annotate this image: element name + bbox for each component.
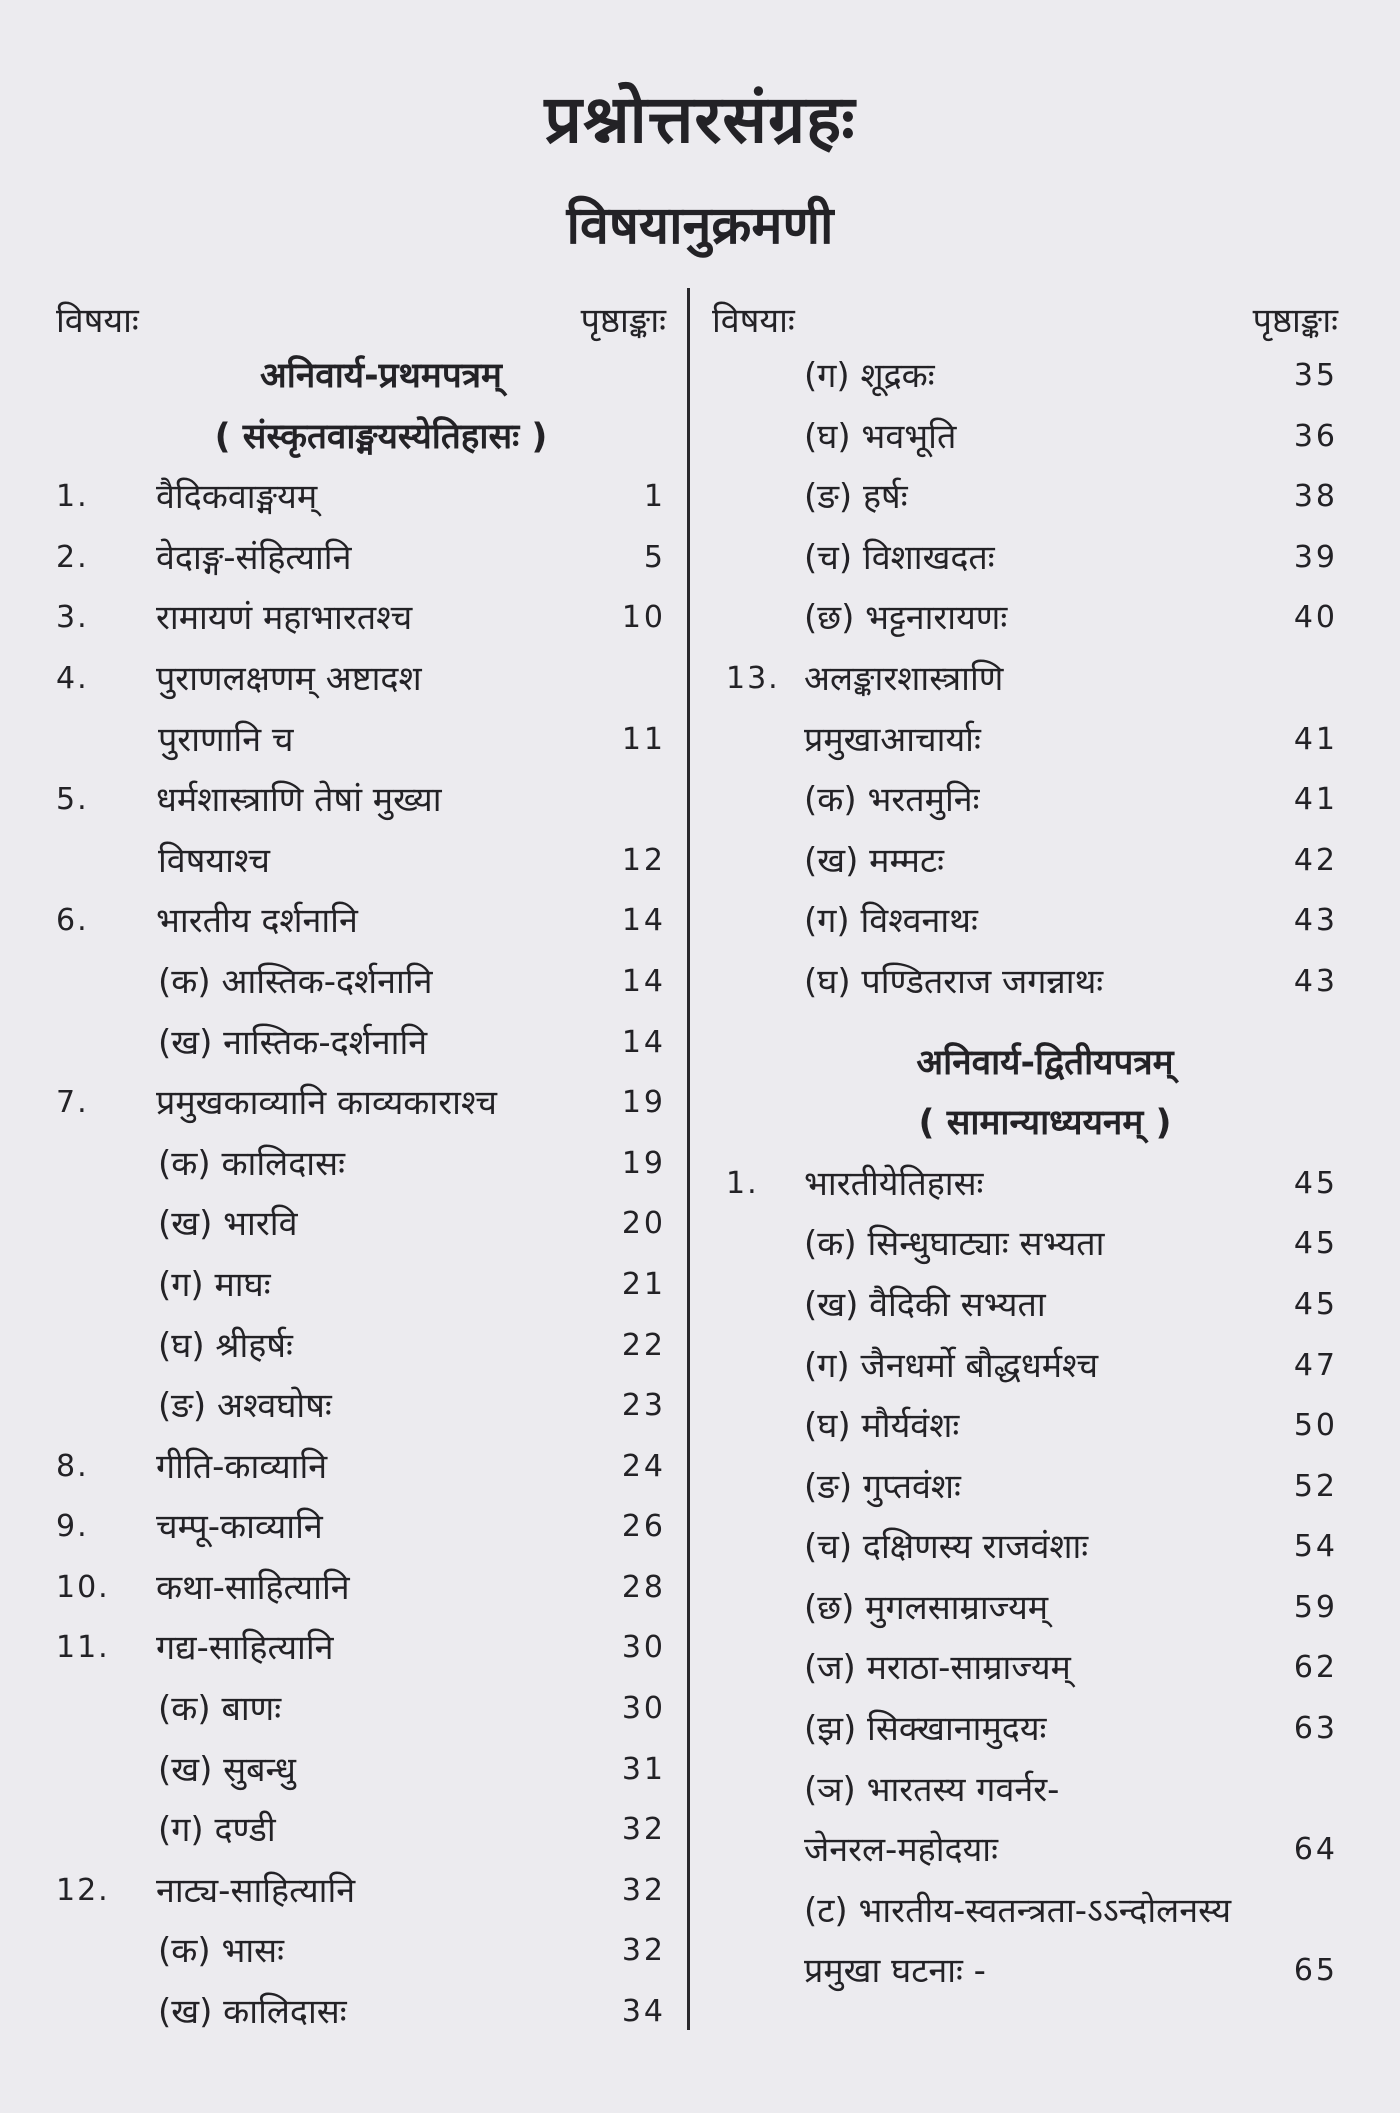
- section-heading-text: ( सामान्याध्ययनम् ): [918, 1103, 1172, 1144]
- entry-number: 5.: [56, 782, 89, 818]
- index-entry: [712, 1517, 1338, 1578]
- right-column: [712, 288, 1338, 2002]
- section-heading: [56, 346, 666, 407]
- index-entry: [56, 528, 666, 589]
- entry-subject: (ग) शूद्रकः: [804, 356, 935, 396]
- entry-page-number: 35: [1293, 358, 1338, 393]
- entry-page-number: 24: [621, 1448, 666, 1484]
- entry-page-number: 36: [1293, 418, 1338, 454]
- entry-subject: (ग) जैनधर्मो बौद्धधर्मश्च: [804, 1345, 1099, 1386]
- entry-page-number: 30: [621, 1630, 666, 1666]
- entry-subject: कथा-साहित्यानि: [156, 1567, 350, 1608]
- entry-subject: (ख) मम्मटः: [804, 840, 944, 881]
- entry-number: 13.: [726, 660, 780, 696]
- index-entry: [56, 710, 666, 771]
- entry-page-number: 26: [621, 1509, 666, 1545]
- entry-subject: (घ) श्रीहर्षः: [158, 1325, 293, 1366]
- entry-page-number: 63: [1293, 1711, 1338, 1747]
- entry-subject: (ञ) भारतस्य गवर्नर-: [804, 1769, 1060, 1810]
- index-entry: [712, 1396, 1338, 1457]
- entry-subject: (क) कालिदासः: [158, 1143, 345, 1184]
- index-entry: [56, 1861, 666, 1922]
- entry-number: 2.: [56, 539, 89, 575]
- entry-page-number: 10: [621, 600, 666, 636]
- index-entry: [56, 1255, 666, 1316]
- entry-subject: अलङ्कारशास्त्राणि: [804, 658, 1004, 699]
- index-entry: [712, 588, 1338, 649]
- index-entry: [712, 770, 1338, 831]
- entry-subject: (च) दक्षिणस्य राजवंशाः: [804, 1527, 1089, 1568]
- index-entry: [56, 1134, 666, 1195]
- index-entry: [712, 1699, 1338, 1760]
- entry-subject: विषयाश्च: [158, 840, 270, 881]
- index-entry: [712, 1275, 1338, 1336]
- index-entry: [56, 770, 666, 831]
- section-heading-text: अनिवार्य-प्रथमपत्रम्: [260, 356, 502, 396]
- subject-header: विषयाः: [712, 301, 795, 341]
- index-entry: [712, 407, 1338, 468]
- column-header: [712, 288, 1338, 346]
- subject-header: विषयाः: [56, 301, 139, 341]
- entry-page-number: 21: [621, 1266, 666, 1302]
- entry-page-number: 1: [643, 479, 666, 515]
- entry-subject: (ट) भारतीय-स्वतन्त्रता-ऽऽन्दोलनस्य: [804, 1890, 1232, 1931]
- index-entry: [56, 1921, 666, 1982]
- entry-page-number: 14: [621, 1024, 666, 1060]
- page-header: पृष्ठाङ्काः: [1252, 301, 1338, 341]
- entry-subject: (च) विशाखदतः: [804, 537, 995, 578]
- entry-page-number: 52: [1293, 1468, 1338, 1504]
- index-entry: [56, 1194, 666, 1255]
- entry-subject: (ङ) गुप्तवंशः: [804, 1466, 961, 1507]
- entry-page-number: 14: [621, 963, 666, 999]
- section-heading: [56, 407, 666, 468]
- index-entry: [712, 891, 1338, 952]
- index-entry: [712, 1336, 1338, 1397]
- entry-subject: (झ) सिक्खानामुदयः: [804, 1709, 1047, 1750]
- section-heading: [712, 1033, 1338, 1094]
- index-entry: [712, 1941, 1338, 2002]
- entry-subject: (छ) भट्टनारायणः: [804, 598, 1008, 639]
- entry-subject: (छ) मुगलसाम्राज्यम्: [804, 1587, 1049, 1628]
- entry-subject: (घ) मौर्यवंशः: [804, 1406, 960, 1447]
- entry-subject: प्रमुखाआचार्याः: [804, 719, 981, 760]
- entry-page-number: 59: [1293, 1589, 1338, 1625]
- entry-page-number: 62: [1293, 1650, 1338, 1686]
- entry-page-number: 30: [621, 1691, 666, 1727]
- entry-page-number: 22: [621, 1327, 666, 1363]
- entry-subject: गद्य-साहित्यानि: [156, 1628, 334, 1669]
- entry-subject: भारतीयेतिहासः: [804, 1163, 984, 1204]
- entry-subject: (ग) दण्डी: [158, 1810, 276, 1851]
- entry-page-number: 34: [621, 1994, 666, 2030]
- index-entry: [56, 1679, 666, 1740]
- index-entry: [712, 1760, 1338, 1821]
- index-entry: [712, 467, 1338, 528]
- index-entry: [712, 346, 1338, 407]
- entry-page-number: 20: [621, 1206, 666, 1242]
- entry-page-number: 50: [1293, 1408, 1338, 1444]
- entry-page-number: 65: [1293, 1953, 1338, 1989]
- entry-subject: वैदिकवाङ्मयम्: [156, 477, 318, 518]
- entry-subject: नाट्य-साहित्यानि: [156, 1870, 356, 1911]
- entry-subject: (ख) नास्तिक-दर्शनानि: [158, 1022, 428, 1063]
- entry-subject: पुराणलक्षणम् अष्टादश: [156, 658, 422, 699]
- entry-subject: (ख) सुबन्धु: [158, 1749, 296, 1790]
- entry-subject: (क) आस्तिक-दर्शनानि: [158, 961, 433, 1002]
- index-entry: [712, 1578, 1338, 1639]
- index-entry: [56, 1497, 666, 1558]
- entry-page-number: 19: [621, 1085, 666, 1121]
- page-title: प्रश्नोत्तरसंग्रहः: [544, 81, 856, 158]
- entry-page-number: 32: [621, 1812, 666, 1848]
- entry-subject: भारतीय दर्शनानि: [156, 901, 358, 942]
- index-entry: [712, 1638, 1338, 1699]
- entry-number: 10.: [56, 1569, 110, 1605]
- column-header: [56, 288, 666, 346]
- index-entry: [56, 1013, 666, 1074]
- entry-page-number: 19: [621, 1145, 666, 1181]
- index-entry: [56, 1740, 666, 1801]
- entry-subject: (ख) भारवि: [158, 1204, 298, 1245]
- entry-number: 1.: [56, 479, 89, 515]
- entry-number: 12.: [56, 1872, 110, 1908]
- entry-number: 11.: [56, 1630, 110, 1666]
- section-heading: [712, 1093, 1338, 1154]
- entry-subject: रामायणं महाभारतश्च: [156, 598, 413, 639]
- entry-page-number: 64: [1293, 1832, 1338, 1868]
- entry-page-number: 32: [621, 1872, 666, 1908]
- entry-subject: पुराणानि च: [158, 719, 294, 760]
- entry-subject: (क) भासः: [158, 1931, 285, 1972]
- entry-number: 8.: [56, 1448, 89, 1484]
- entry-page-number: 14: [621, 903, 666, 939]
- entry-page-number: 54: [1293, 1529, 1338, 1565]
- entry-page-number: 43: [1293, 903, 1338, 939]
- entry-number: 6.: [56, 903, 89, 939]
- index-entry: [56, 649, 666, 710]
- entry-subject: प्रमुखकाव्यानि काव्यकाराश्च: [156, 1083, 497, 1124]
- entry-subject: (ग) विश्वनाथः: [804, 901, 978, 942]
- entry-page-number: 41: [1293, 782, 1338, 818]
- entry-subject: (घ) भवभूति: [804, 416, 957, 457]
- entry-page-number: 23: [621, 1388, 666, 1424]
- index-entry: [712, 1457, 1338, 1518]
- entry-subject: (ग) माघः: [158, 1264, 271, 1305]
- index-entry: [56, 588, 666, 649]
- index-entry: [712, 1820, 1338, 1881]
- index-entry: [712, 952, 1338, 1013]
- entry-number: 4.: [56, 660, 89, 696]
- entry-subject: (ख) कालिदासः: [158, 1992, 347, 2033]
- entry-number: 7.: [56, 1085, 89, 1121]
- index-entry: [712, 831, 1338, 892]
- index-entry: [712, 710, 1338, 771]
- section-heading-text: अनिवार्य-द्वितीयपत्रम्: [916, 1042, 1174, 1083]
- entry-subject: (ङ) हर्षः: [804, 477, 908, 518]
- index-entry: [712, 1154, 1338, 1215]
- index-entry: [56, 1316, 666, 1377]
- index-entry: [56, 1376, 666, 1437]
- entry-subject: जेनरल-महोदयाः: [804, 1830, 998, 1871]
- entry-page-number: 41: [1293, 721, 1338, 757]
- index-entry: [56, 1073, 666, 1134]
- entry-subject: चम्पू-काव्यानि: [156, 1507, 323, 1548]
- page-subtitle: विषयानुक्रमणी: [566, 196, 834, 256]
- entry-page-number: 31: [621, 1751, 666, 1787]
- entry-page-number: 28: [621, 1569, 666, 1605]
- entry-subject: गीति-काव्यानि: [156, 1446, 328, 1487]
- entry-subject: (ङ) अश्वघोषः: [158, 1386, 332, 1427]
- entry-subject: (क) सिन्धुघाट्याः सभ्यता: [804, 1224, 1105, 1265]
- entry-page-number: 39: [1293, 539, 1338, 575]
- entry-page-number: 45: [1293, 1226, 1338, 1262]
- entry-page-number: 47: [1293, 1347, 1338, 1383]
- index-entry: [56, 1437, 666, 1498]
- left-column: [56, 288, 666, 2043]
- entry-subject: (ख) वैदिकी सभ्यता: [804, 1284, 1046, 1325]
- entry-number: 9.: [56, 1509, 89, 1545]
- entry-subject: (क) बाणः: [158, 1689, 282, 1730]
- entry-page-number: 45: [1293, 1165, 1338, 1201]
- entry-subject: वेदाङ्ग-संहित्यानि: [156, 537, 352, 578]
- index-entry: [712, 1881, 1338, 1942]
- index-entry: [56, 952, 666, 1013]
- entry-page-number: 5: [643, 539, 666, 575]
- entry-page-number: 42: [1293, 842, 1338, 878]
- entry-page-number: 45: [1293, 1286, 1338, 1322]
- index-entry: [56, 1982, 666, 2043]
- entry-number: 1.: [726, 1165, 759, 1201]
- entry-page-number: 11: [621, 721, 666, 757]
- page-header: पृष्ठाङ्काः: [580, 301, 666, 341]
- entry-page-number: 38: [1293, 479, 1338, 515]
- column-divider: [687, 288, 690, 2030]
- index-entry: [56, 891, 666, 952]
- entry-subject: (ज) मराठा-साम्राज्यम्: [804, 1648, 1071, 1689]
- entry-subject: धर्मशास्त्राणि तेषां मुख्या: [156, 780, 442, 821]
- entry-number: 3.: [56, 600, 89, 636]
- entry-page-number: 40: [1293, 600, 1338, 636]
- index-entry: [712, 1214, 1338, 1275]
- index-entry: [56, 1558, 666, 1619]
- entry-page-number: 43: [1293, 963, 1338, 999]
- index-entry: [712, 528, 1338, 589]
- entry-subject: (क) भरतमुनिः: [804, 780, 980, 821]
- entry-subject: प्रमुखा घटनाः -: [804, 1951, 986, 1992]
- entry-subject: (घ) पण्डितराज जगन्नाथः: [804, 961, 1104, 1002]
- section-gap: [712, 1013, 1338, 1033]
- entry-page-number: 12: [621, 842, 666, 878]
- section-heading-text: ( संस्कृतवाङ्मयस्येतिहासः ): [214, 416, 548, 457]
- index-entry: [56, 467, 666, 528]
- entry-page-number: 32: [621, 1933, 666, 1969]
- index-entry: [712, 649, 1338, 710]
- index-entry: [56, 1800, 666, 1861]
- index-entry: [56, 831, 666, 892]
- index-entry: [56, 1618, 666, 1679]
